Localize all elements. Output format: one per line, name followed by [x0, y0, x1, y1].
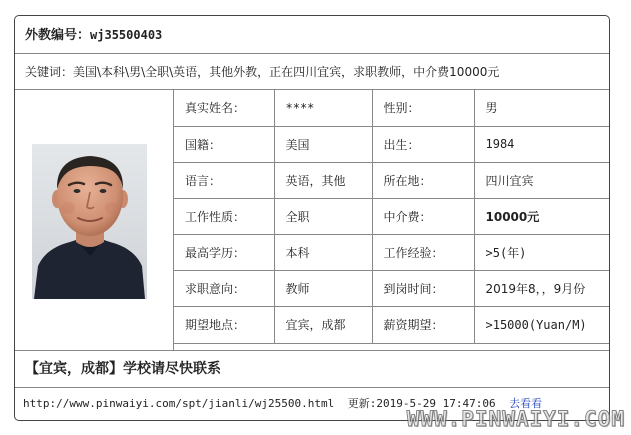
- field-value-experience: >5(年): [474, 234, 609, 270]
- table-row: [174, 270, 609, 306]
- footer-row: [15, 388, 609, 420]
- field-value-job-intent: 教师: [274, 270, 372, 306]
- field-value-agency-fee: 10000元: [474, 198, 609, 234]
- table-row: [174, 234, 609, 270]
- field-label-experience: 工作经验：: [372, 234, 474, 270]
- table-row: [174, 126, 609, 162]
- resume-card: [14, 15, 610, 421]
- table-row: [174, 90, 609, 126]
- field-value-nationality: 美国: [274, 126, 372, 162]
- field-value-desired-location: 宜宾，成都: [274, 306, 372, 343]
- field-label-job-type: 工作性质：: [174, 198, 274, 234]
- field-label-birth: 出生：: [372, 126, 474, 162]
- photo-cell: [15, 90, 174, 350]
- keywords-row: 关键词：美国\本科\男\全职\英语，其他外教，正在四川宜宾，求职教师，中介费10000元: [15, 54, 609, 90]
- field-label-nationality: 国籍：: [174, 126, 274, 162]
- field-label-job-intent: 求职意向：: [174, 270, 274, 306]
- updated-timestamp: 更新:2019-5-29 17:47:06: [347, 397, 496, 410]
- table-row: [174, 198, 609, 234]
- field-value-language: 英语，其他: [274, 162, 372, 198]
- profile-id-label: 外教编号：: [25, 28, 91, 43]
- field-value-location: 四川宜宾: [474, 162, 609, 198]
- field-value-start-time: 2019年8，，9月份: [474, 270, 609, 306]
- contact-notice: 【宜宾，成都】学校请尽快联系: [15, 350, 609, 388]
- field-label-agency-fee: 中介费：: [372, 198, 474, 234]
- field-label-language: 语言：: [174, 162, 274, 198]
- field-value-birth: 1984: [474, 126, 609, 162]
- field-value-education: 本科: [274, 234, 372, 270]
- profile-id-row: [15, 16, 609, 54]
- profile-id-value: wj35500403: [90, 28, 163, 42]
- field-value-job-type: 全职: [274, 198, 372, 234]
- field-value-name: ****: [274, 90, 372, 126]
- field-label-desired-location: 期望地点：: [174, 306, 274, 343]
- field-label-start-time: 到岗时间：: [372, 270, 474, 306]
- field-label-education: 最高学历：: [174, 234, 274, 270]
- table-row: [174, 306, 609, 343]
- field-label-name: 真实姓名：: [174, 90, 274, 126]
- field-value-gender: 男: [474, 90, 609, 126]
- table-row: [174, 162, 609, 198]
- field-value-salary: >15000(Yuan/M): [474, 306, 609, 343]
- field-label-salary: 薪资期望：: [372, 306, 474, 343]
- profile-url[interactable]: http://www.pinwaiyi.com/spt/jianli/wj25500.html: [23, 397, 335, 410]
- profile-info-table: [174, 90, 609, 344]
- site-watermark: WWW.PINWAIYI.COM: [406, 407, 625, 431]
- portrait-photo: [32, 144, 147, 299]
- field-label-gender: 性别：: [372, 90, 474, 126]
- view-link[interactable]: 去看看: [509, 397, 543, 410]
- field-label-location: 所在地：: [372, 162, 474, 198]
